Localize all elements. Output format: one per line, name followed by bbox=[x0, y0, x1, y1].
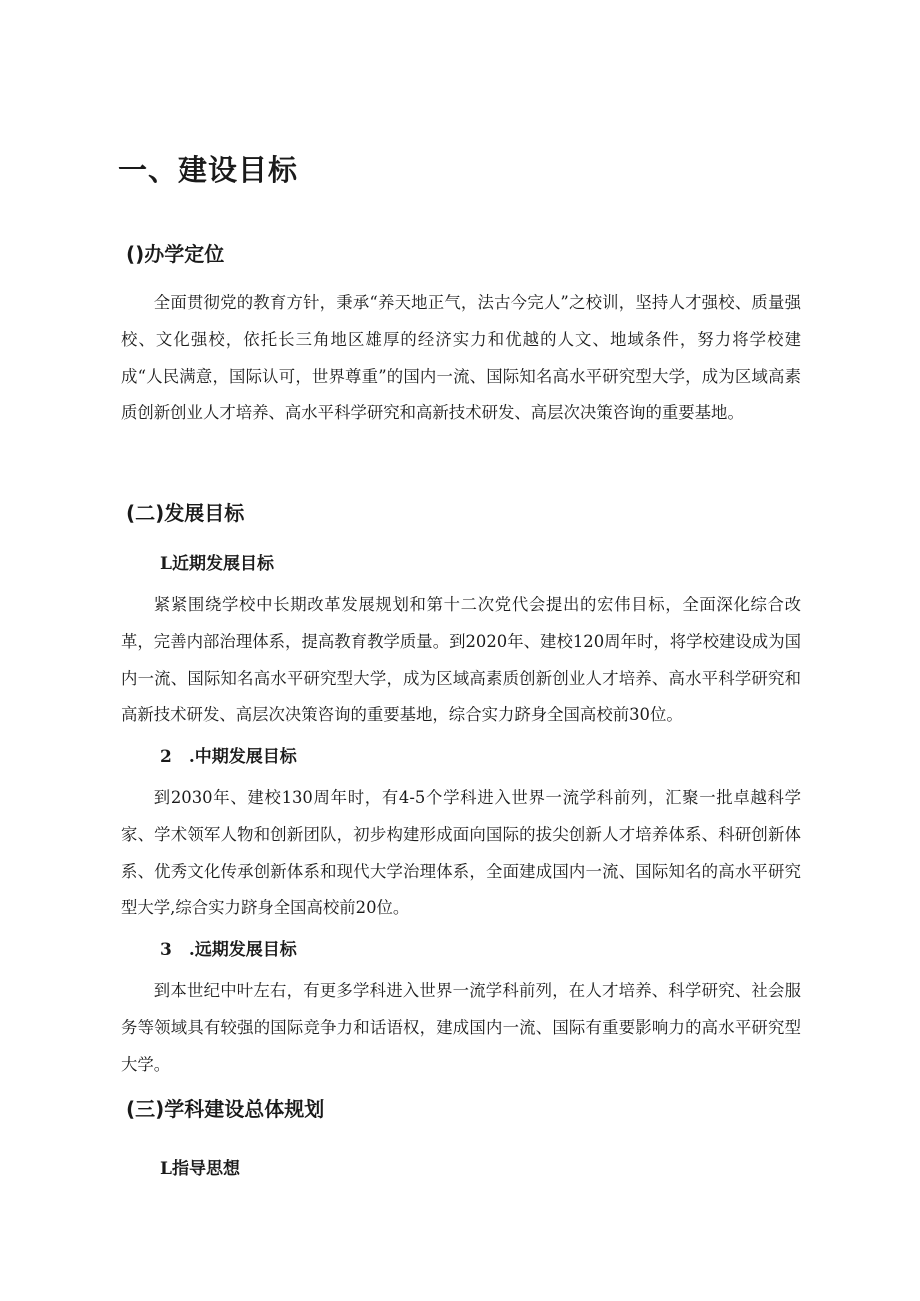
paragraph-positioning: 全面贯彻党的教育方针，秉承“养天地正气，法古今完人”之校训，坚持人才强校、质量强校、文化强校，依托长三角地区雄厚的经济实力和优越的人文、地域条件，努力将学校建成“人民满意，国际认可，世界尊重”的国内一流、国际知名高水平研究型大学，成为区域高素质创新创业人才培养、高水平科学研究和高新技术研发、高层次决策咨询的重要基地。 bbox=[121, 293, 801, 423]
paragraph-long-term: 到本世纪中叶左右，有更多学科进入世界一流学科前列，在人才培养、科学研究、社会服务等领域具有较强的国际竞争力和话语权，建成国内一流、国际有重要影响力的高水平研究型大学。 bbox=[121, 981, 801, 1074]
subsection-title-mid-term: 2 .中期发展目标 bbox=[160, 747, 297, 767]
subsection-title-long-term: 3 .远期发展目标 bbox=[160, 940, 297, 960]
paragraph-mid-term: 到2030年、建校130周年时，有4-5个学科进入世界一流学科前列，汇聚一批卓越科学家、学术领军人物和创新团队，初步构建形成面向国际的拔尖创新人才培养体系、科研创新体系、优秀文化传承创新体系和现代大学治理体系，全面建成国内一流、国际知名的高水平研究型大学,综合实力跻身全国高校前20位。 bbox=[121, 788, 801, 918]
section-title-discipline-plan: (三)学科建设总体规划 bbox=[126, 1097, 325, 1121]
paragraph-near-term: 紧紧围绕学校中长期改革发展规划和第十二次党代会提出的宏伟目标，全面深化综合改革，完善内部治理体系，提高教育教学质量。到2020年、建校120周年时，将学校建设成为国内一流、国际知名高水平研究型大学，成为区域高素质创新创业人才培养、高水平科学研究和高新技术研发、高层次决策咨询的重要基地，综合实力跻身全国高校前30位。 bbox=[121, 595, 801, 725]
subsection-title-near-term: L近期发展目标 bbox=[160, 554, 274, 574]
section-title-positioning: ()办学定位 bbox=[126, 242, 225, 266]
subsection-title-guiding-ideology: L指导思想 bbox=[160, 1159, 240, 1179]
heading-construction-goals: 一、建设目标 bbox=[118, 153, 299, 187]
section-title-development-goals: (二)发展目标 bbox=[126, 501, 245, 525]
